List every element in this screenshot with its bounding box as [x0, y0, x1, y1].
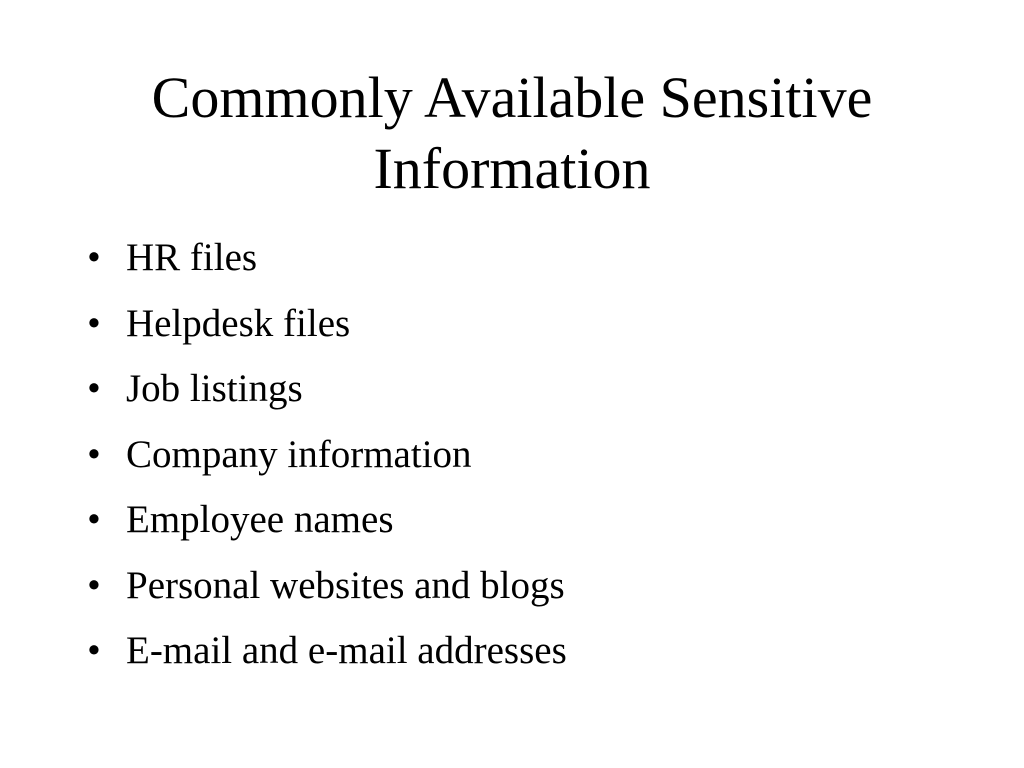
bullet-text: Job listings [126, 367, 303, 410]
bullet-item-job-listings [82, 361, 962, 427]
bullet-item-email-addresses [82, 623, 962, 689]
bullet-dot-icon: • [87, 367, 101, 410]
bullet-text: E-mail and e-mail addresses [126, 629, 567, 672]
bullet-item-personal-websites [82, 558, 962, 624]
bullet-dot-icon: • [87, 236, 101, 279]
bullet-dot-icon: • [87, 563, 101, 607]
slide-title [60, 62, 964, 204]
bullet-item-company-information [82, 427, 962, 493]
bullet-dot-icon: • [87, 629, 101, 672]
slide-title-line-2: Information [373, 136, 651, 201]
bullet-item-helpdesk-files [82, 296, 962, 362]
bullet-text: Helpdesk files [126, 301, 351, 345]
bullet-text: HR files [126, 236, 258, 279]
slide-title-line-1: Commonly Available Sensitive [151, 65, 873, 130]
bullet-dot-icon: • [87, 432, 101, 476]
bullet-item-hr-files [82, 230, 962, 296]
bullet-text: Personal websites and blogs [126, 563, 565, 607]
bullet-dot-icon: • [87, 498, 101, 541]
bullet-text: Company information [126, 432, 472, 476]
bullet-list [82, 230, 962, 689]
bullet-item-employee-names [82, 492, 962, 558]
bullet-dot-icon: • [87, 301, 101, 345]
bullet-text: Employee names [126, 498, 394, 541]
